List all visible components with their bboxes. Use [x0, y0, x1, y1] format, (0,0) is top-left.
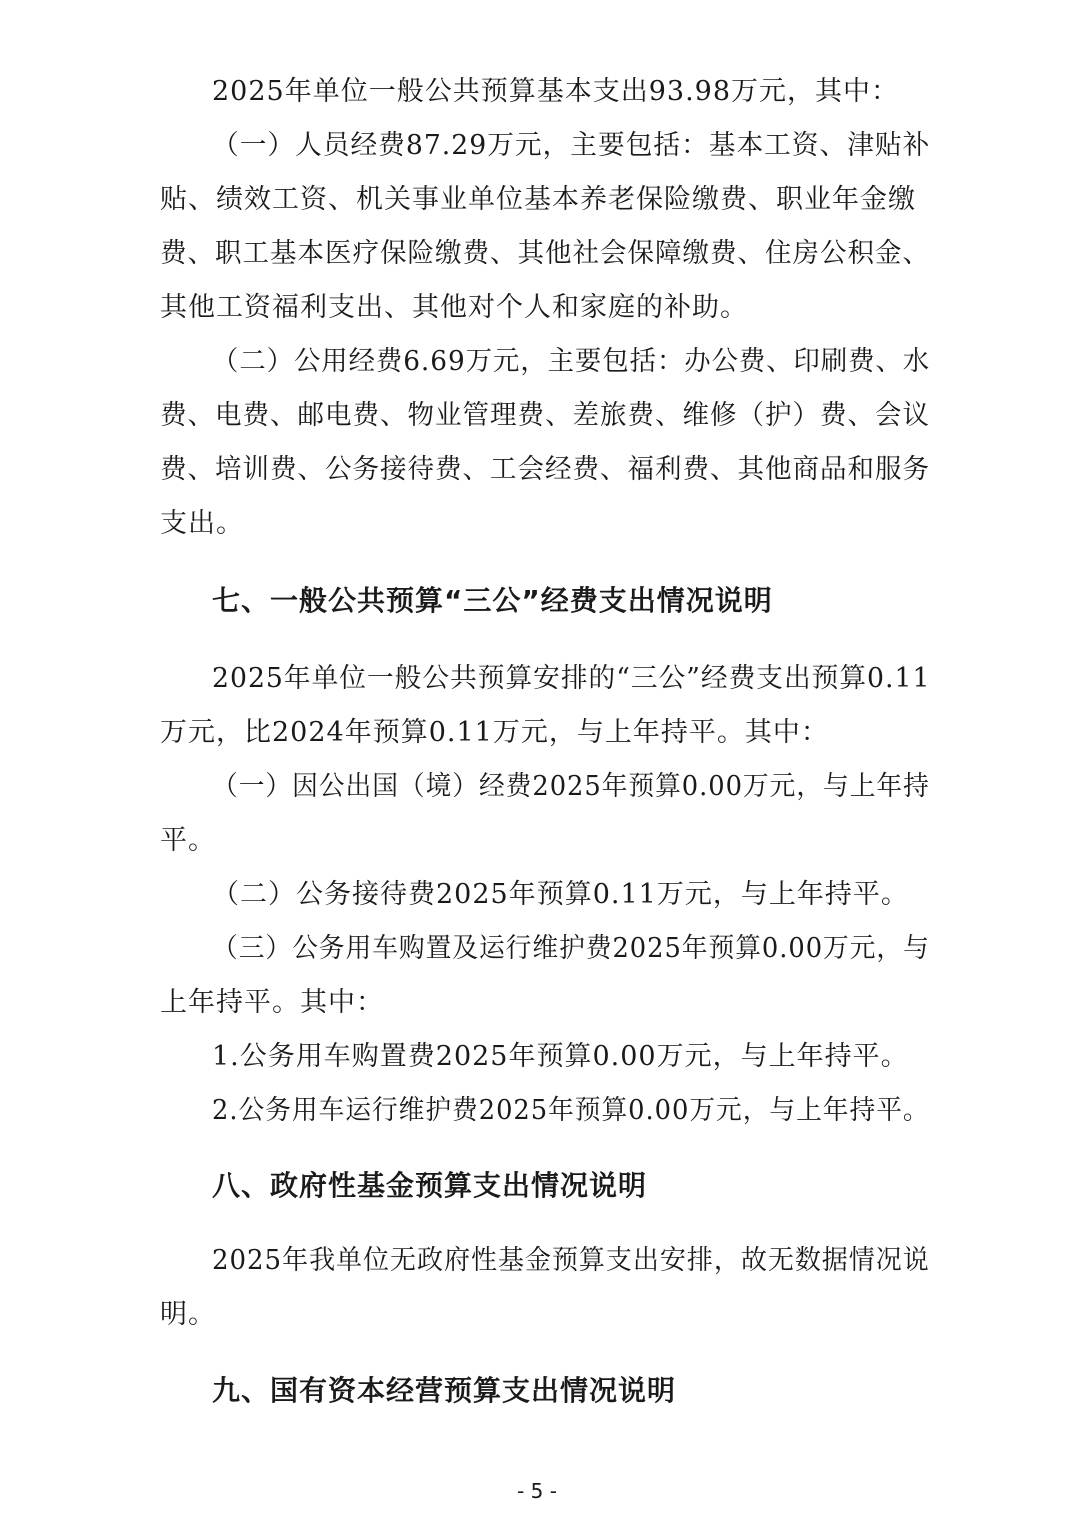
- paragraph-public-line-4: 支出。: [160, 508, 244, 539]
- paragraph-overseas-line-2: 平。: [160, 825, 216, 856]
- section-heading-eight: 八、政府性基金预算支出情况说明: [212, 1169, 648, 1202]
- section-heading-seven: 七、一般公共预算“三公”经费支出情况说明: [212, 584, 773, 617]
- page-number: - 5 -: [517, 1479, 557, 1503]
- paragraph-vehicle-purchase: 1.公务用车购置费2025年预算0.00万元，与上年持平。: [212, 1041, 909, 1072]
- paragraph-overseas-line-1: （一）因公出国（境）经费2025年预算0.00万元，与上年持: [212, 771, 930, 802]
- paragraph-vehicle-maintenance: 2.公务用车运行维护费2025年预算0.00万元，与上年持平。: [212, 1095, 930, 1126]
- paragraph-government-fund-line-1: 2025年我单位无政府性基金预算支出安排，故无数据情况说: [212, 1245, 930, 1276]
- paragraph-government-fund-line-2: 明。: [160, 1299, 216, 1330]
- paragraph-public-line-3: 费、培训费、公务接待费、工会经费、福利费、其他商品和服务: [160, 454, 930, 485]
- paragraph-personnel-line-1: （一）人员经费87.29万元，主要包括：基本工资、津贴补: [212, 130, 931, 161]
- paragraph-reception-line-1: （二）公务接待费2025年预算0.11万元，与上年持平。: [212, 879, 909, 910]
- paragraph-public-line-1: （二）公用经费6.69万元，主要包括：办公费、印刷费、水: [212, 346, 931, 377]
- paragraph-personnel-line-4: 其他工资福利支出、其他对个人和家庭的补助。: [160, 292, 748, 323]
- paragraph-vehicle-line-1: （三）公务用车购置及运行维护费2025年预算0.00万元，与: [212, 933, 930, 964]
- paragraph-personnel-line-3: 费、职工基本医疗保险缴费、其他社会保障缴费、住房公积金、: [160, 238, 930, 269]
- paragraph-vehicle-line-2: 上年持平。其中：: [160, 987, 384, 1018]
- paragraph-basic-expenditure-line-1: 2025年单位一般公共预算基本支出93.98万元，其中：: [212, 76, 900, 107]
- section-heading-nine: 九、国有资本经营预算支出情况说明: [212, 1374, 677, 1407]
- paragraph-three-public-line-1: 2025年单位一般公共预算安排的“三公”经费支出预算0.11: [212, 663, 931, 694]
- paragraph-three-public-line-2: 万元，比2024年预算0.11万元，与上年持平。其中：: [160, 717, 829, 748]
- paragraph-public-line-2: 费、电费、邮电费、物业管理费、差旅费、维修（护）费、会议: [160, 400, 930, 431]
- paragraph-personnel-line-2: 贴、绩效工资、机关事业单位基本养老保险缴费、职业年金缴: [160, 184, 916, 215]
